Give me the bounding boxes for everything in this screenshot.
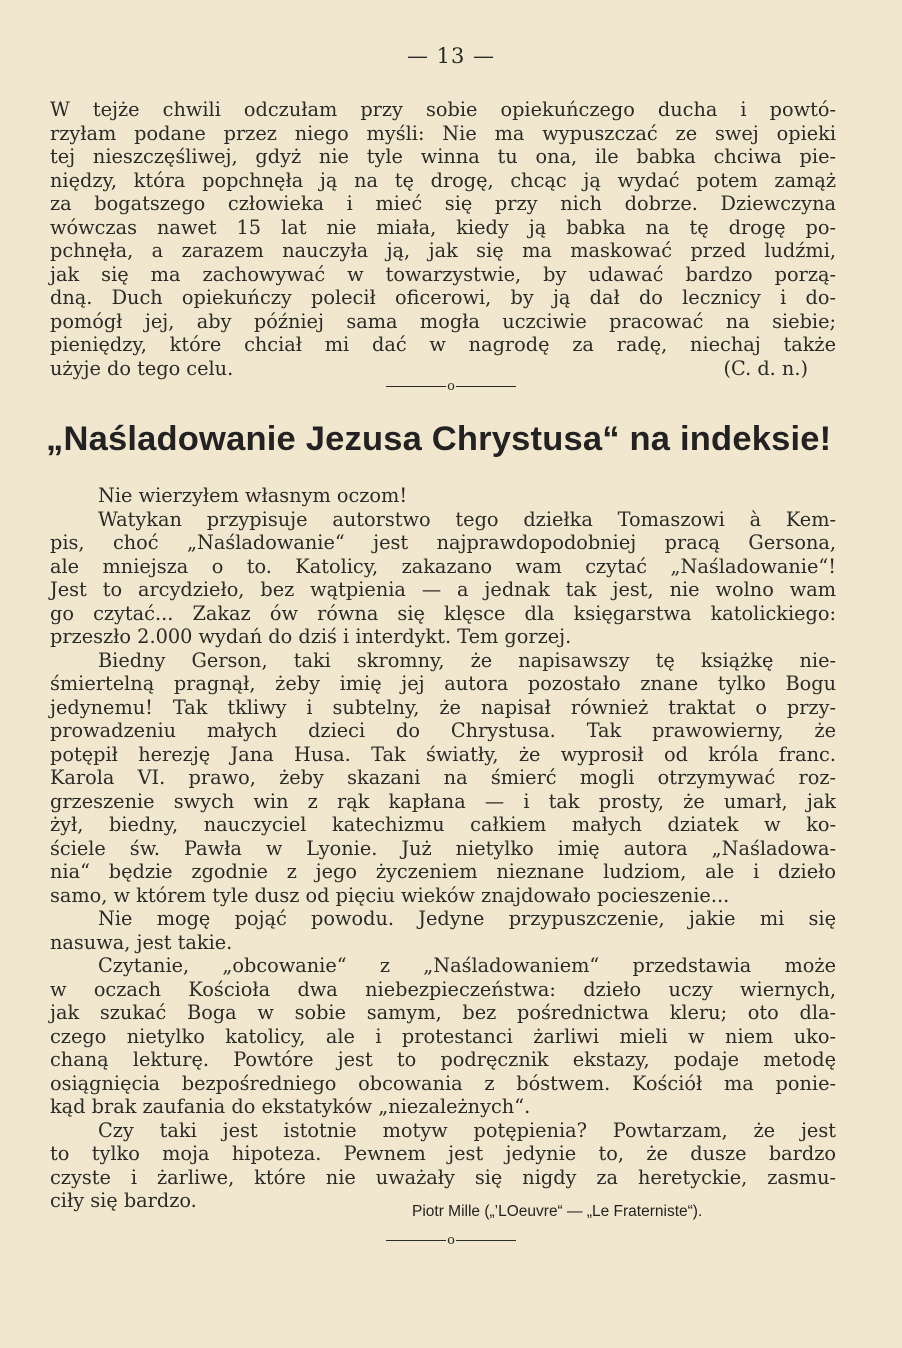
text-line: Karola VI. prawo, żeby skazani na śmierć mogli otrzymywać roz- xyxy=(50,766,836,789)
text-line: Biedny Gerson, taki skromny, że napisawszy tę książkę nie- xyxy=(98,648,836,672)
separator-mark: o xyxy=(447,378,455,394)
text-line: nasuwa, jest takie. xyxy=(50,930,233,954)
text-line: żył, biedny, nauczyciel katechizmu całkiem małych dziatek w ko- xyxy=(50,813,836,836)
text-line: Czy taki jest istotnie motyw potępienia? Powtarzam, że jest xyxy=(98,1118,836,1142)
text-line: jak się ma zachowywać w towarzystwie, by udawać bardzo porzą- xyxy=(50,262,836,286)
text-line: kąd brak zaufania do ekstatyków „niezależnych“. xyxy=(50,1095,531,1118)
text-line: potępił herezję Jana Husa. Tak światły, że wyprosił od króla franc. xyxy=(50,742,836,766)
text-line: jedynemu! Tak tkliwy i subtelny, że napisał również traktat o przy- xyxy=(50,695,836,719)
text-line: go czytać... Zakaz ów równa się klęsce dla księgarstwa katolickiego: xyxy=(50,601,836,625)
text-line: pchnęła, a zarazem nauczyła ją, jak się ma maskować przed ludźmi, xyxy=(50,239,836,262)
text-line: pomógł jej, aby później sama mogła uczciwie pracować na siebie; xyxy=(50,309,836,333)
text-line: ale mniejsza o to. Katolicy, zakazano wam czytać „Naśladowanie“! xyxy=(50,554,836,578)
paragraph-1-last-row xyxy=(50,357,836,381)
text-line: Watykan przypisuje autorstwo tego dziełka Tomaszowi à Kem- xyxy=(98,507,836,531)
signature: Piotr Mille („’LOeuvre“ — „Le Fraterniste“). xyxy=(412,1203,703,1220)
paragraph-1 xyxy=(50,98,836,357)
paragraph-1-last-line: użyje do tego celu. xyxy=(50,356,234,380)
text-line: tej nieszczęśliwej, gdyż nie tyle winna tu ona, ile babka chciwa pie- xyxy=(50,145,836,168)
continued-note: (C. d. n.) xyxy=(723,356,808,380)
text-line: samo, w którem tyle dusz od pięciu wieków znajdowało pocieszenie... xyxy=(50,883,730,907)
article-body xyxy=(50,484,836,1213)
text-line: śmiertelną pragnął, żeby imię jej autora pozostało znane tylko Bogu xyxy=(50,672,836,695)
text-line: za bogatszego człowieka i mieć się przy nich dobrze. Dziewczyna xyxy=(50,192,836,215)
text-line: Nie wierzyłem własnym oczom! xyxy=(98,484,408,507)
text-line: chaną lekturę. Powtóre jest to podręcznik ekstazy, podaje metodę xyxy=(50,1048,836,1071)
text-line: w oczach Kościoła dwa niebezpieczeństwa: dzieło uczy wiernych, xyxy=(50,977,836,1001)
separator-1 xyxy=(0,378,902,394)
text-line: to tylko moja hipoteza. Pewnem jest jedynie to, że dusze bardzo xyxy=(50,1142,836,1165)
text-line: jak szukać Boga w sobie samym, bez pośrednictwa kleru; oto dla- xyxy=(50,1001,836,1024)
text-line: Jest to arcydzieło, bez wątpienia — a jednak tak jest, nie wolno wam xyxy=(50,578,836,601)
text-line: dną. Duch opiekuńczy polecił oficerowi, by ją dał do lecznicy i do- xyxy=(50,286,836,309)
article-heading: „Naśladowanie Jezusa Chrystusa“ na indeksie! xyxy=(46,420,832,458)
text-line: W tejże chwili odczułam przy sobie opiekuńczego ducha i powtó- xyxy=(50,98,836,121)
text-line: nia“ będzie zgodnie z jego życzeniem nieznane ludziom, ale i dzieło xyxy=(50,860,836,883)
separator-2 xyxy=(0,1232,902,1248)
text-line: osiągnięcia bezpośredniego obcowania z bóstwem. Kościół ma ponie- xyxy=(50,1071,836,1095)
text-line: pieniędzy, które chciał mi dać w nagrodę za radę, niechaj także xyxy=(50,333,836,356)
text-line: niędzy, która popchnęła ją na tę drogę, chcąc ją wydać potem zamąż xyxy=(50,168,836,192)
text-line: wówczas nawet 15 lat nie miała, kiedy ją babka na tę drogę po- xyxy=(50,215,836,239)
text-line: ciły się bardzo. xyxy=(50,1189,197,1212)
page-number: — 13 — xyxy=(406,44,496,68)
text-line: ściele św. Pawła w Lyonie. Już nietylko imię autora „Naśladowa- xyxy=(50,836,836,860)
text-line: prowadzeniu małych dzieci do Chrystusa. Tak prawowierny, że xyxy=(50,719,836,742)
text-line: czego nietylko katolicy, ale i protestanci żarliwi mieli w niem uko- xyxy=(50,1024,836,1048)
text-line: czyste i żarliwe, które nie uważały się nigdy za heretyckie, zasmu- xyxy=(50,1165,836,1189)
text-line: pis, choć „Naśladowanie“ jest najprawdopodobniej pracą Gersona, xyxy=(50,531,836,554)
text-line: grzeszenie swych win z rąk kapłana — i tak prosty, że umarł, jak xyxy=(50,789,836,813)
text-line: Czytanie, „obcowanie“ z „Naśladowaniem“ przedstawia może xyxy=(98,954,836,977)
separator-mark: o xyxy=(447,1232,455,1248)
text-line: rzyłam podane przez niego myśli: Nie ma wypuszczać ze swej opieki xyxy=(50,121,836,145)
text-line: przeszło 2.000 wydań do dziś i interdykt. Tem gorzej. xyxy=(50,625,572,648)
text-line: Nie mogę pojąć powodu. Jedyne przypuszczenie, jakie mi się xyxy=(98,907,836,930)
